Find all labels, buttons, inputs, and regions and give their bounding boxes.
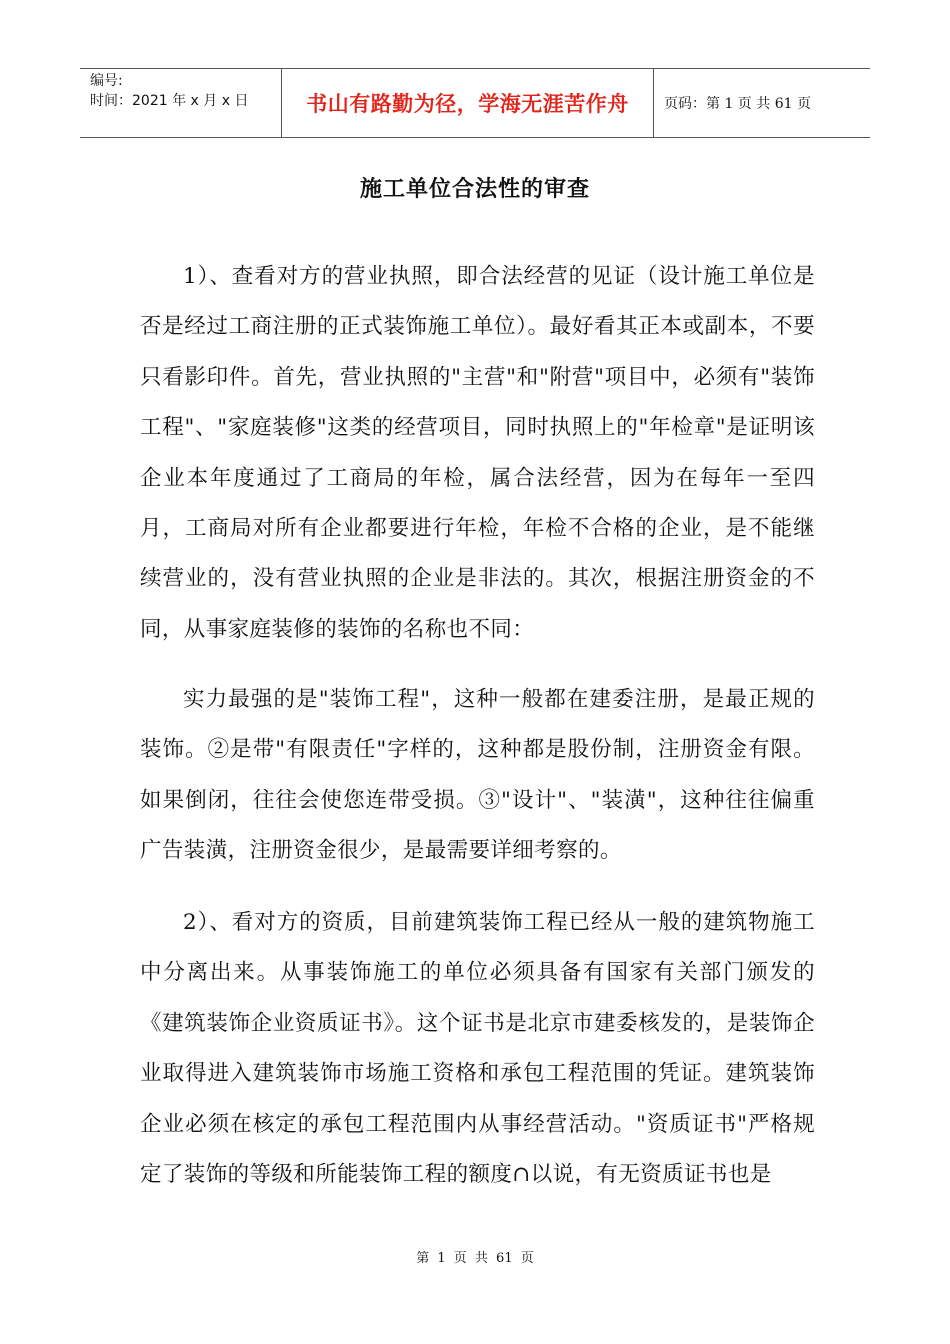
- document-title: 施工单位合法性的审查: [359, 176, 590, 202]
- header-motto: 书山有路勤为径，学海无涯苦作舟: [306, 92, 629, 116]
- body-paragraph: 2）、看对方的资质，目前建筑装饰工程已经从一般的建筑物施工中分离出来。从事装饰施工的单位必须具备有国家有关部门颁发的《建筑装饰企业资质证书》。这个证书是北京市建委核发的，是装饰企业取得进入建筑装饰市场施工资格和承包工程范围的凭证。建筑装饰企业必须在核定的承包工程范围内从事经营活动。"资质证书"严格规定了装饰的等级和所能装饰工程的额度∩以说，有无资质证书也是: [140, 910, 815, 1188]
- header-meta: [80, 69, 282, 137]
- body-paragraph: 1）、查看对方的营业执照，即合法经营的见证（设计施工单位是否是经过工商注册的正式装饰施工单位）。最好看其正本或副本，不要只看影印件。首先，营业执照的"主营"和"附营"项目中，必须有"装饰工程"、"家庭装修"这类的经营项目，同时执照上的"年检章"是证明该企业本年度通过了工商局的年检，属合法经营，因为在每年一至四月，工商局对所有企业都要进行年检，年检不合格的企业，是不能继续营业的，没有营业执照的企业是非法的。其次，根据注册资金的不同，从事家庭装修的装饰的名称也不同：: [140, 264, 815, 642]
- body-paragraph: 实力最强的是"装饰工程"，这种一般都在建委注册，是最正规的装饰。②是带"有限责任"字样的，这种都是股份制，注册资金有限。如果倒闭，往往会使您连带受损。③"设计"、"装潢"，这种往往偏重广告装潢，注册资金很少，是最需要详细考察的。: [140, 687, 815, 864]
- header-motto-cell: [282, 69, 654, 137]
- page-header: [80, 68, 870, 138]
- header-page-info: 页码：第 1 页 共 61 页: [664, 96, 811, 112]
- header-page-info-cell: [654, 69, 870, 137]
- document-time-label: 时间：2021 年 x 月 x 日: [90, 93, 249, 109]
- document-number-label: 编号:: [90, 73, 123, 89]
- page-footer: 第 1 页 共 61 页: [416, 1251, 534, 1266]
